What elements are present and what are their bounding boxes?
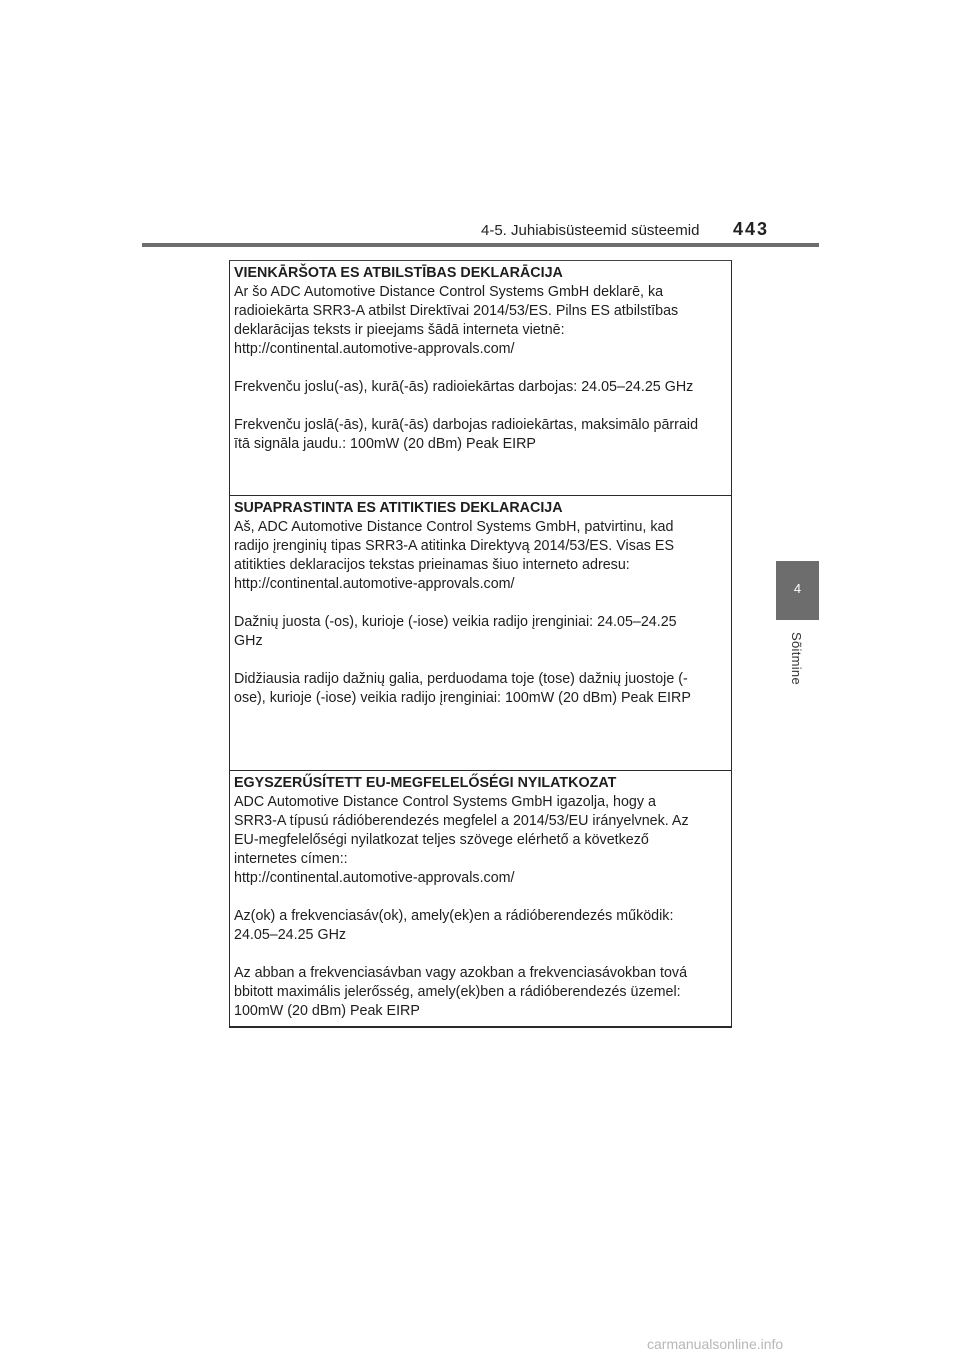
declaration-text-line: radijo įrenginių tipas SRR3-A atitinka Direktyvą 2014/53/ES. Visas ES (234, 538, 674, 554)
declaration-text-line: EU-megfelelőségi nyilatkozat teljes szövege elérhető a következő (234, 832, 649, 848)
declaration-hungarian (230, 771, 731, 1026)
declaration-text-line: SRR3-A típusú rádióberendezés megfelel a 2014/53/EU irányelvnek. Az (234, 813, 689, 829)
frequency-band-text: Dažnių juosta (-os), kurioje (-iose) veikia radijo įrenginiai: 24.05–24.25 (234, 614, 677, 630)
declaration-url: http://continental.automotive-approvals.com/ (234, 870, 515, 886)
frequency-band-text: 24.05–24.25 GHz (234, 927, 347, 943)
frequency-band-text: Frekvenču joslu(-as), kurā(-ās) radioiekārtas darbojas: 24.05–24.25 GHz (234, 379, 694, 395)
paragraph-gap (234, 945, 731, 964)
declaration-text-line: Ar šo ADC Automotive Distance Control Systems GmbH deklarē, ka (234, 284, 664, 300)
max-power-text: ose), kurioje (-iose) veikia radijo įrenginiai: 100mW (20 dBm) Peak EIRP (234, 690, 691, 706)
chapter-number: 4 (793, 581, 802, 596)
watermark-text: carmanualsonline.info (647, 1336, 784, 1352)
max-power-text: Didžiausia radijo dažnių galia, perduodama toje (tose) dažnių juostoje (- (234, 671, 688, 687)
frequency-band-text: Az(ok) a frekvenciasáv(ok), amely(ek)en a rádióberendezés működik: (234, 908, 674, 924)
declaration-text-line: ADC Automotive Distance Control Systems GmbH igazolja, hogy a (234, 794, 656, 810)
section-title: 4-5. Juhiabisüsteemid süsteemid (481, 222, 700, 239)
paragraph-gap (234, 397, 731, 416)
paragraph-gap (234, 594, 731, 613)
declaration-url: http://continental.automotive-approvals.com/ (234, 341, 515, 357)
declaration-lithuanian (230, 496, 731, 771)
declaration-latvian (230, 261, 731, 496)
max-power-text: Az abban a frekvenciasávban vagy azokban a frekvenciasávokban tová (234, 965, 688, 981)
declaration-text-line: atitikties deklaracijos tekstas prieinamas šiuo interneto adresu: (234, 557, 630, 573)
chapter-label: Sõitmine (789, 632, 804, 685)
header-divider (142, 243, 819, 247)
declaration-text-line: deklarācijas teksts ir pieejams šādā interneta vietnē: (234, 322, 565, 338)
declaration-heading: EGYSZERŰSÍTETT EU-MEGFELELŐSÉGI NYILATKOZAT (234, 775, 617, 791)
max-power-text: ītā signāla jaudu.: 100mW (20 dBm) Peak EIRP (234, 436, 536, 452)
chapter-tab (776, 561, 819, 620)
declaration-text-line: internetes címen:: (234, 851, 348, 867)
declaration-heading: VIENKĀRŠOTA ES ATBILSTĪBAS DEKLARĀCIJA (234, 265, 563, 281)
declaration-text-line: Aš, ADC Automotive Distance Control Systems GmbH, patvirtinu, kad (234, 519, 674, 535)
paragraph-gap (234, 651, 731, 670)
max-power-text: 100mW (20 dBm) Peak EIRP (234, 1003, 420, 1019)
page-number: 443 (733, 219, 770, 239)
max-power-text: bbitott maximális jelerősség, amely(ek)ben a rádióberendezés üzemel: (234, 984, 681, 1000)
declaration-url: http://continental.automotive-approvals.com/ (234, 576, 515, 592)
declaration-table (229, 260, 732, 1028)
max-power-text: Frekvenču joslā(-ās), kurā(-ās) darbojas radioiekārtas, maksimālo pārraid (234, 417, 699, 433)
paragraph-gap (234, 888, 731, 907)
declaration-text-line: radioiekārta SRR3-A atbilst Direktīvai 2014/53/ES. Pilns ES atbilstības (234, 303, 679, 319)
declaration-heading: SUPAPRASTINTA ES ATITIKTIES DEKLARACIJA (234, 500, 563, 516)
paragraph-gap (234, 359, 731, 378)
frequency-band-text: GHz (234, 633, 263, 649)
